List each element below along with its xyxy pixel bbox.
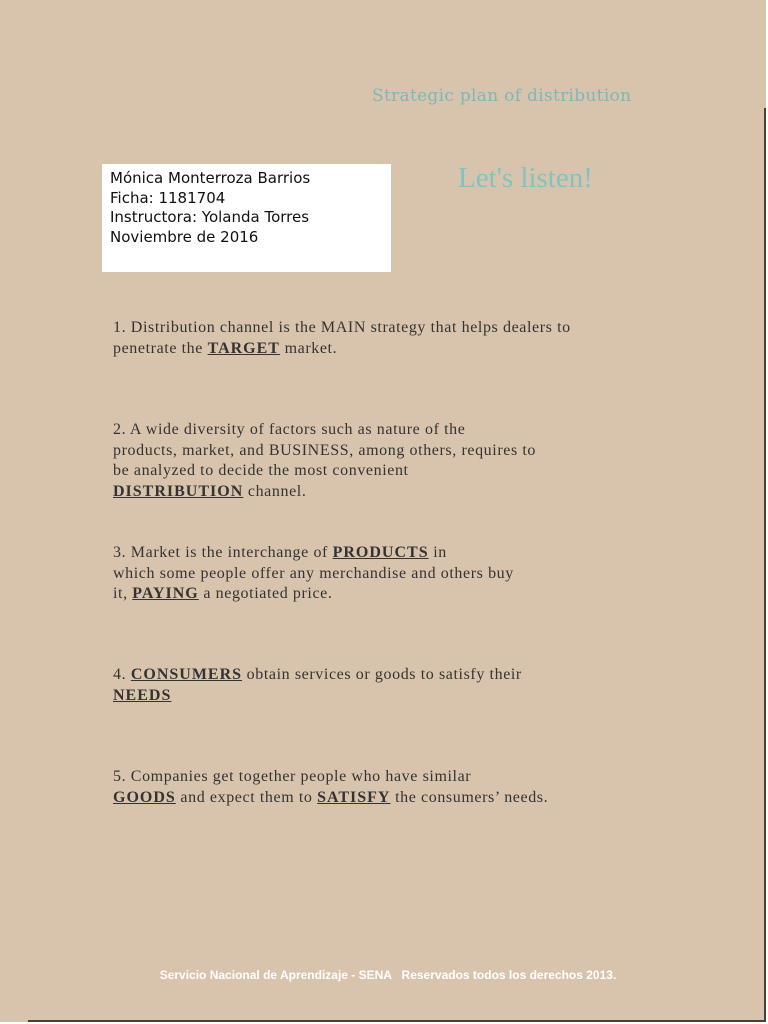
item-5-line-2: [113, 788, 673, 809]
page-edge-right: [764, 108, 766, 1022]
answer-paying: PAYING: [132, 585, 199, 602]
header-title: Strategic plan of distribution: [372, 86, 632, 106]
exercise-item-4: [113, 665, 673, 706]
page-heading: Let's listen!: [458, 162, 593, 194]
item-2-line-3: be analyzed to decide the most convenient: [113, 462, 409, 479]
item-4-text: obtain services or goods to satisfy their: [242, 666, 522, 683]
ficha-number: Ficha: 1181704: [110, 188, 226, 207]
item-4-number: 4.: [113, 666, 131, 683]
exercise-item-2: [113, 420, 673, 502]
footer-copyright: Servicio Nacional de Aprendizaje - SENA Reservados todos los derechos 2013.: [159, 968, 617, 982]
item-3-text-pre: it,: [113, 585, 133, 602]
item-3-line-3: [113, 584, 673, 605]
answer-satisfy: SATISFY: [317, 788, 391, 806]
item-4-line-2: [113, 686, 673, 707]
answer-goods: GOODS: [113, 788, 176, 806]
item-2-text-end: channel.: [243, 482, 307, 500]
item-5-line-1: 5. Companies get together people who have similar: [113, 768, 472, 785]
student-name: Mónica Monterroza Barrios: [110, 169, 311, 187]
answer-distribution: DISTRIBUTION: [113, 482, 244, 500]
item-4-line-1: [113, 665, 673, 686]
item-2-line-2: products, market, and BUSINESS, among others, requires to: [113, 441, 537, 459]
instructor-name: Instructora: Yolanda Torres: [110, 208, 310, 226]
item-3-line-2: which some people offer any merchandise and others buy: [113, 564, 514, 582]
item-1-line-2: [113, 339, 673, 360]
item-1-text-end: market.: [279, 339, 338, 357]
exercise-item-5: [113, 767, 673, 808]
answer-target: TARGET: [207, 339, 280, 357]
exercise-item-1: [113, 318, 673, 359]
item-3-text-end: a negotiated price.: [198, 585, 333, 602]
item-2-line-4: [113, 482, 673, 503]
item-1-line-1: 1. Distribution channel is the MAIN strategy that helps dealers to: [113, 319, 571, 336]
date-text: Noviembre de 2016: [110, 227, 259, 246]
student-info-box: [102, 164, 391, 272]
item-3-text-mid: in: [428, 544, 447, 561]
item-5-text-end: the consumers’ needs.: [390, 788, 549, 806]
item-5-text-mid: and expect them to: [175, 788, 318, 806]
item-2-line-1: 2. A wide diversity of factors such as nature of the: [113, 421, 466, 438]
item-3-text: 3. Market is the interchange of: [113, 544, 333, 561]
item-1-text: penetrate the: [113, 339, 208, 357]
page-edge-bottom: [28, 1020, 766, 1022]
answer-consumers: CONSUMERS: [130, 666, 243, 683]
item-3-line-1: [113, 543, 673, 564]
exercise-item-3: [113, 543, 673, 605]
answer-needs: NEEDS: [113, 686, 172, 704]
answer-products: PRODUCTS: [332, 544, 429, 561]
